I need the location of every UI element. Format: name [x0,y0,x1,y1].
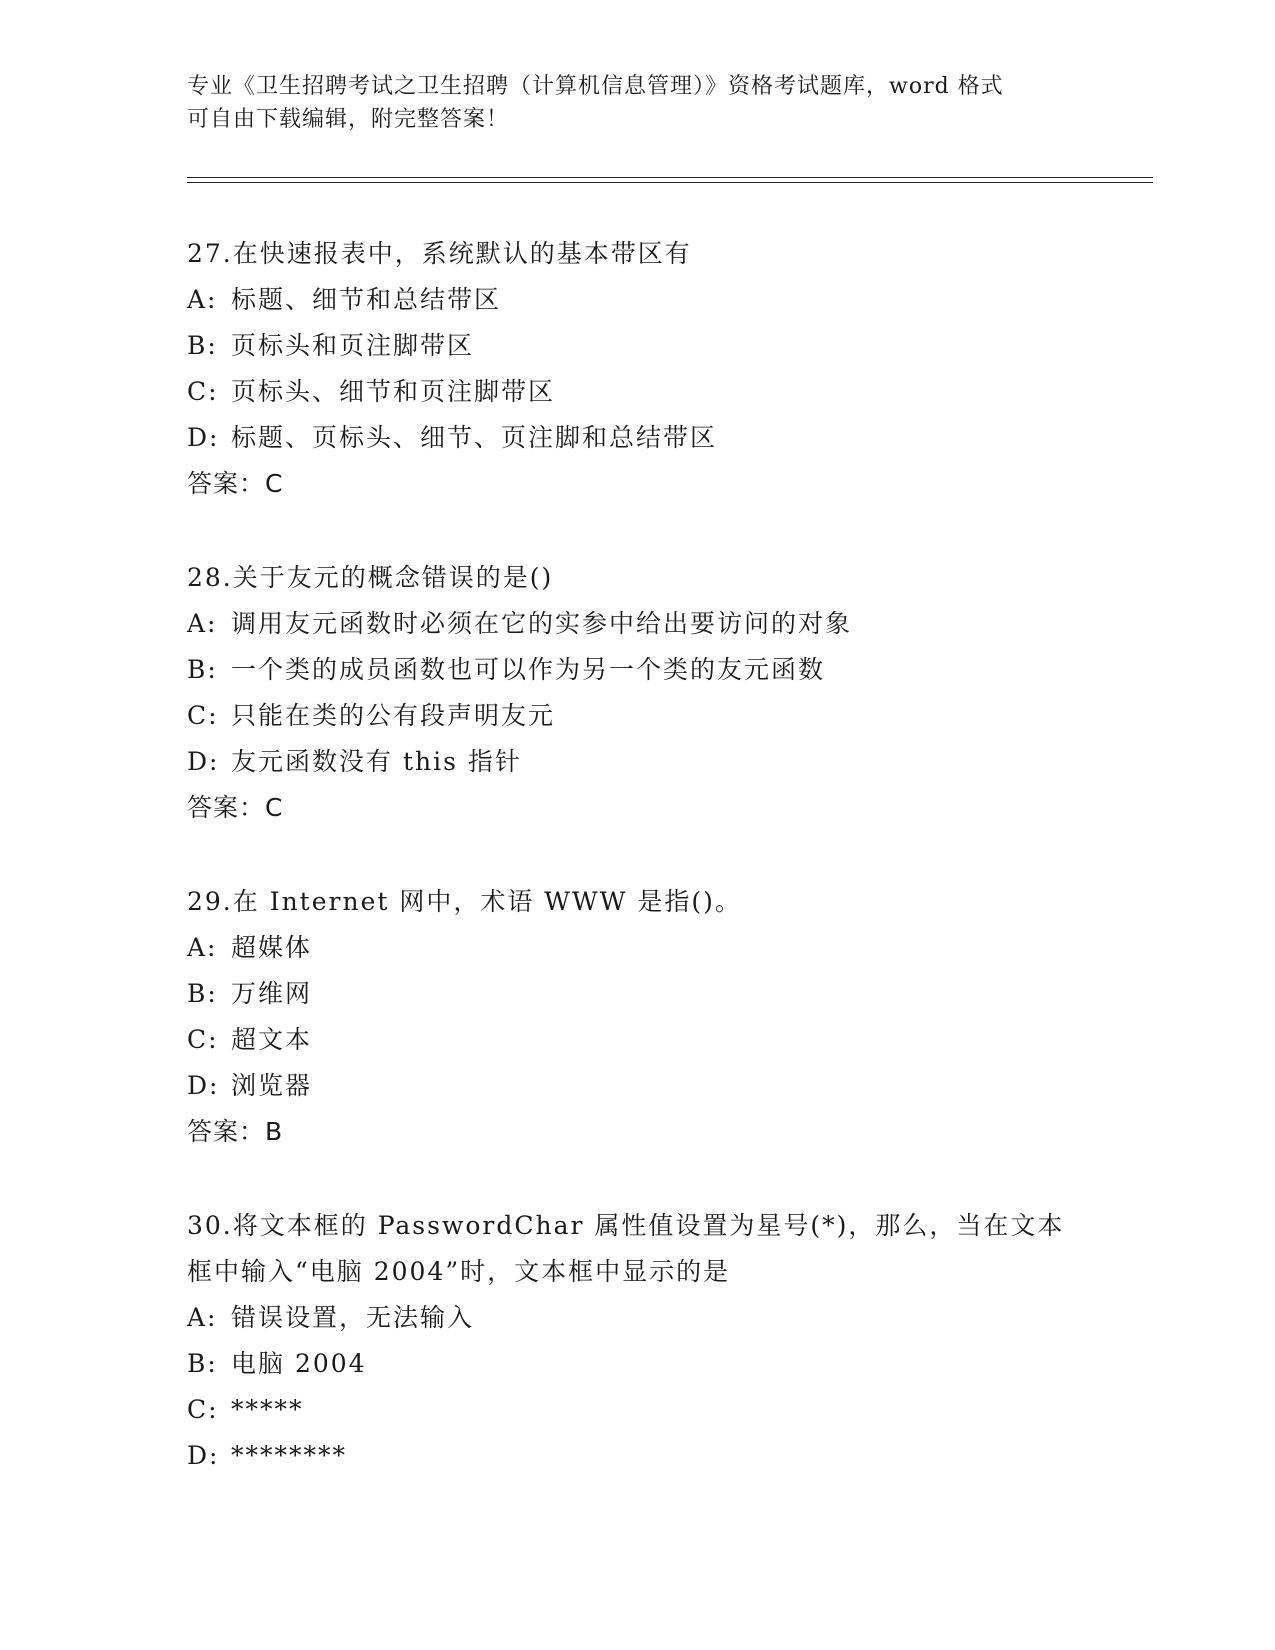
option-text: 电脑 2004 [231,1349,367,1378]
option-text: 超媒体 [231,933,313,962]
header-divider-bottom [187,182,1153,183]
option-letter: C: [187,1395,219,1424]
option-c [187,1387,1087,1433]
question-stem: 27.在快速报表中，系统默认的基本带区有 [187,239,692,268]
question-stem-line-2: 框中输入“电脑 2004”时，文本框中显示的是 [187,1257,731,1286]
option-text: 超文本 [231,1025,313,1054]
option-d [187,1063,1087,1109]
option-text: 错误设置，无法输入 [231,1303,475,1332]
answer: 答案：C [187,469,284,498]
option-letter: A: [187,285,218,314]
option-b [187,323,1087,369]
option-letter: D: [187,1071,220,1100]
option-letter: D: [187,747,220,776]
answer: 答案：C [187,793,284,822]
option-text: 页标头和页注脚带区 [231,331,475,360]
option-letter: C: [187,377,219,406]
option-text: ******** [231,1441,347,1470]
option-letter: B: [187,331,218,360]
option-text: 调用友元函数时必须在它的实参中给出要访问的对象 [231,609,853,638]
option-a [187,1295,1087,1341]
question-29 [187,879,1087,1155]
option-letter: B: [187,979,218,1008]
option-b [187,1341,1087,1387]
option-text: 浏览器 [231,1071,313,1100]
option-c [187,693,1087,739]
option-text: 一个类的成员函数也可以作为另一个类的友元函数 [231,655,826,684]
option-b [187,971,1087,1017]
header-line-2: 可自由下载编辑，附完整答案！ [187,107,510,132]
option-c [187,369,1087,415]
option-a [187,601,1087,647]
question-stem: 28.关于友元的概念错误的是() [187,563,554,592]
option-text: 页标头、细节和页注脚带区 [231,377,556,406]
option-letter: A: [187,609,218,638]
answer: 答案：B [187,1117,284,1146]
option-text: 标题、页标头、细节、页注脚和总结带区 [231,423,718,452]
option-letter: D: [187,1441,220,1470]
option-text: 标题、细节和总结带区 [231,285,502,314]
document-header [187,70,1087,136]
header-divider-top [187,177,1153,178]
option-letter: B: [187,655,218,684]
option-d [187,415,1087,461]
option-a [187,925,1087,971]
question-27 [187,231,1087,507]
option-d [187,739,1087,785]
option-letter: D: [187,423,220,452]
question-stem: 29.在 Internet 网中，术语 WWW 是指()。 [187,887,742,916]
option-letter: A: [187,933,218,962]
option-letter: C: [187,1025,219,1054]
option-c [187,1017,1087,1063]
option-letter: C: [187,701,219,730]
question-stem-line-1: 30.将文本框的 PasswordChar 属性值设置为星号(*)，那么，当在文本 [187,1211,1065,1240]
option-text: ***** [231,1395,304,1424]
option-text: 只能在类的公有段声明友元 [231,701,556,730]
header-line-1: 专业《卫生招聘考试之卫生招聘（计算机信息管理）》资格考试题库，word 格式 [187,74,1004,99]
question-30 [187,1203,1087,1479]
option-text: 万维网 [231,979,313,1008]
option-d [187,1433,1087,1479]
option-a [187,277,1087,323]
option-b [187,647,1087,693]
option-text: 友元函数没有 this 指针 [231,747,522,776]
option-letter: B: [187,1349,218,1378]
question-28 [187,555,1087,831]
option-letter: A: [187,1303,218,1332]
